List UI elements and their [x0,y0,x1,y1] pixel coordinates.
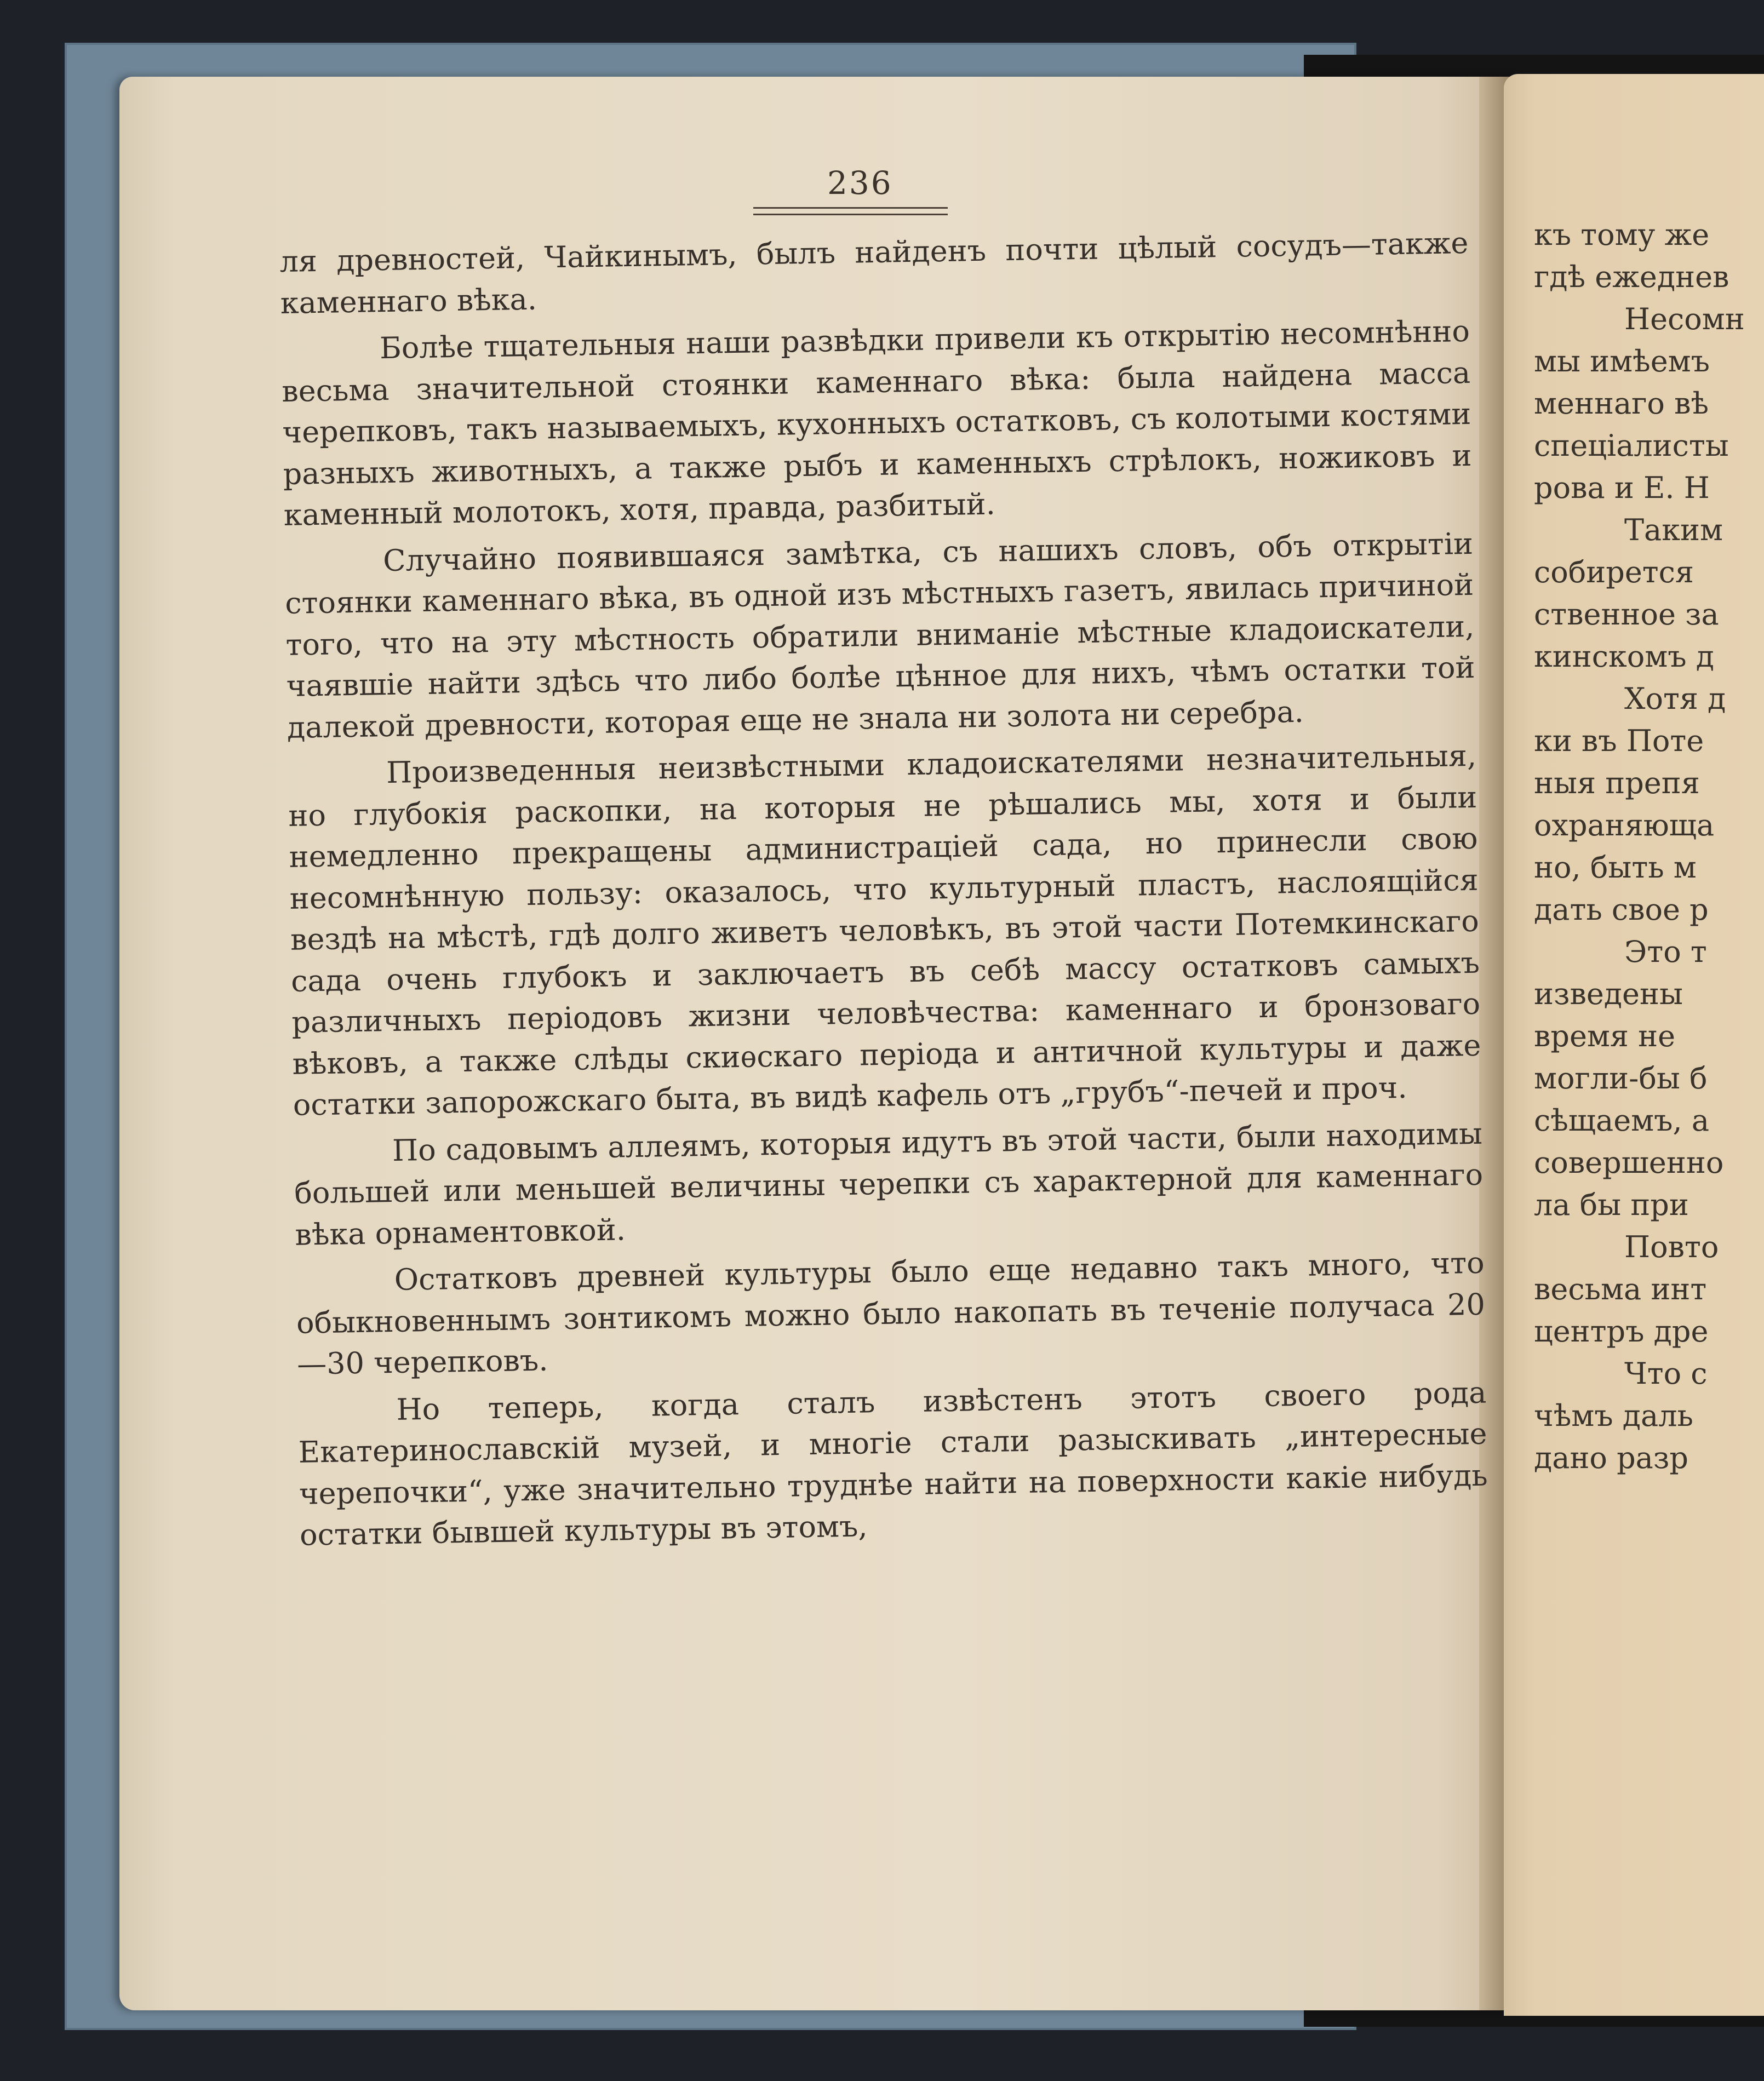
header-rule-bottom [753,214,948,215]
text-line: Это т [1624,935,1707,969]
paragraph: Болѣе тщательныя наши развѣдки привели къ открытію несомнѣнно весьма значительной стоянки каменнаго вѣка: была найдена масса черепковъ, такъ называемыхъ, кухонныхъ остатковъ, съ колотыми костями разныхъ животныхъ, а также рыбъ и каменныхъ стрѣлокъ, ножиковъ и каменный молотокъ, хотя, правда, разбитый. [281,313,1472,532]
paragraph: Произведенныя неизвѣстными кладоискателями незначительныя, но глубокія раскопки, на которыя не рѣшались мы, хотя и были немедленно прекращены администраціей сада, но принесли свою несомнѣнную пользу: оказалось, что культурный пластъ, наслоящійся вездѣ на мѣстѣ, гдѣ долго живетъ человѣкъ, въ этой части Потемкинскаго сада очень глубокъ и заключаетъ въ себѣ массу остатковъ самыхъ различныхъ періодовъ жизни человѣчества: каменнаго и бронзоваго вѣковъ, а также слѣды скиѳскаго періода и античной культуры и даже остатки запорожскаго быта, въ видѣ кафель отъ „грубъ“-печей и проч. [288,738,1481,1122]
text-line: Хотя д [1624,681,1726,716]
text-line: время не [1534,1019,1676,1053]
text-line: меннаго вѣ [1534,386,1709,421]
text-line: сѣщаемъ, а [1534,1103,1710,1138]
text-line: Несомн [1624,302,1745,336]
text-line: собирется [1534,555,1694,589]
text-line: Таким [1624,513,1723,547]
text-line: дано разр [1534,1441,1688,1475]
text-line: дать свое р [1534,892,1709,927]
text-line: чѣмъ даль [1534,1398,1693,1433]
text-line: мы имѣемъ [1534,344,1710,379]
text-line: ла бы при [1534,1188,1689,1222]
text-line: кинскомъ д [1534,639,1715,674]
right-page-body [1534,214,1764,1479]
paragraph: Остатковъ древней культуры было еще недавно такъ много, что обыкновеннымъ зонтикомъ можно было накопать въ теченіе получаса 20—30 черепковъ. [296,1245,1486,1381]
text-line: центръ дре [1534,1314,1709,1349]
paragraph: Но теперь, когда сталъ извѣстенъ этотъ своего рода Екатеринославскій музей, и многіе стали разыскивать „интересные черепочки“, уже значительно труднѣе найти на поверхности какіе нибудь остатки бывшей культуры въ этомъ, [298,1375,1488,1552]
text-line: гдѣ ежеднев [1534,260,1729,294]
page-number: 236 [827,164,893,202]
text-line: къ тому же [1534,217,1710,252]
paragraph: Случайно появившаяся замѣтка, съ нашихъ словъ, объ открытіи стоянки каменнаго вѣка, въ одной изъ мѣстныхъ газетъ, явилась причиной того, что на эту мѣстность обратили вниманіе мѣстные кладоискатели, чаявшіе найти здѣсь что либо болѣе цѣнное для нихъ, чѣмъ остатки той далекой древности, которая еще не знала ни золота ни серебра. [284,526,1475,745]
text-line: но, быть м [1534,850,1697,885]
header-rule-top [753,207,948,209]
text-line: охраняюща [1534,808,1715,842]
paragraph: ля древностей, Чайкинымъ, былъ найденъ почти цѣлый сосудъ—также каменнаго вѣка. [279,225,1469,320]
text-line: ственное за [1534,597,1719,632]
text-line: ныя препя [1534,766,1700,800]
left-page-body [279,222,1488,1556]
text-line: весьма инт [1534,1272,1707,1306]
text-line: совершенно [1534,1145,1724,1180]
text-line: Повто [1624,1230,1719,1264]
text-line: ки въ Поте [1534,724,1704,758]
text-line: рова и Е. Н [1534,471,1710,505]
text-line: Что с [1624,1356,1708,1391]
text-line: изведены [1534,977,1683,1011]
text-line: могли-бы б [1534,1061,1708,1096]
paragraph: По садовымъ аллеямъ, которыя идутъ въ этой части, были находимы большей или меньшей величины черепки съ характерной для каменнаго вѣка орнаментовкой. [294,1116,1484,1252]
text-line: спеціалисты [1534,428,1729,463]
